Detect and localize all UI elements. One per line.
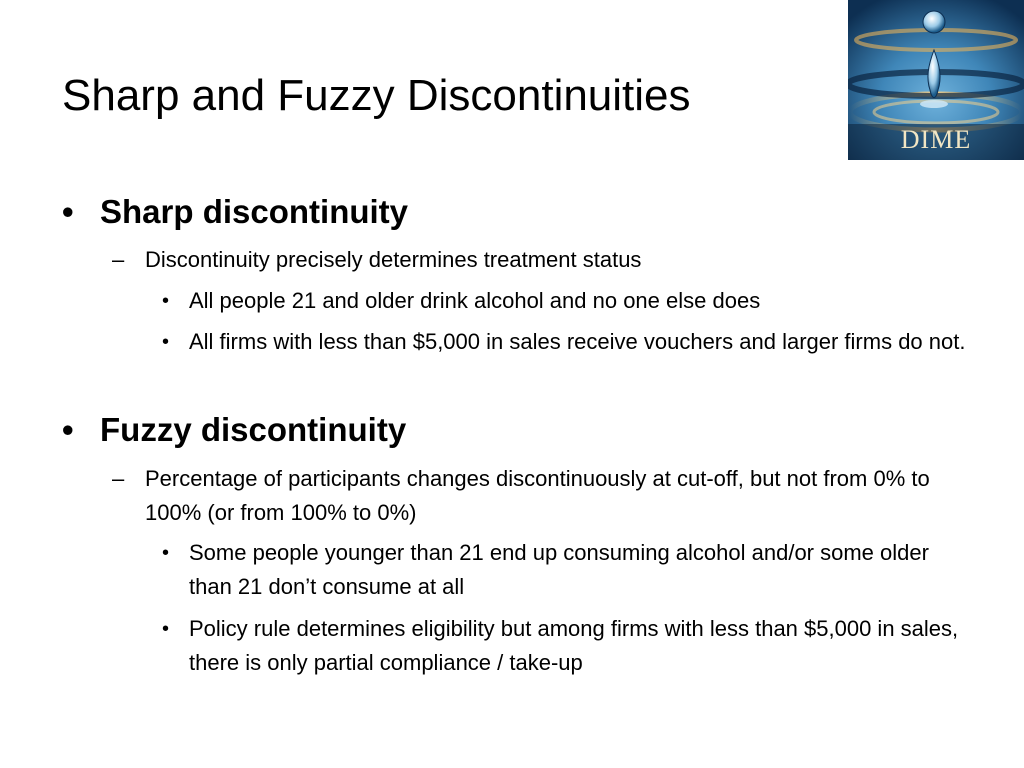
slide-title: Sharp and Fuzzy Discontinuities xyxy=(62,71,691,120)
sub-point-fuzzy: Percentage of participants changes discontinuously at cut-off, but not from 0% to 100% (or from 100% to 0%) xyxy=(145,466,930,525)
dash-icon: – xyxy=(112,466,125,491)
logo-text: DIME xyxy=(900,125,972,154)
bullet-icon: • xyxy=(162,290,170,312)
section-heading-sharp: Sharp discontinuity xyxy=(100,193,409,230)
detail-point-fuzzy-1: Some people younger than 21 end up consuming alcohol and/or some older than 21 don’t consume at all xyxy=(189,540,929,599)
sub-point-sharp: Discontinuity precisely determines treatment status xyxy=(145,247,642,272)
detail-point-sharp-1: All people 21 and older drink alcohol and no one else does xyxy=(189,288,761,313)
dash-icon: – xyxy=(112,247,125,272)
bullet-icon: • xyxy=(162,331,170,353)
section-heading-fuzzy: Fuzzy discontinuity xyxy=(100,411,407,448)
bullet-icon: • xyxy=(162,618,170,640)
bullet-icon: • xyxy=(62,193,74,230)
bullet-icon: • xyxy=(162,542,170,564)
detail-point-fuzzy-2: Policy rule determines eligibility but among firms with less than $5,000 in sales, there is only partial compliance / take-up xyxy=(189,616,959,675)
bullet-icon: • xyxy=(62,411,74,448)
detail-point-sharp-2: All firms with less than $5,000 in sales receive vouchers and larger firms do not. xyxy=(189,329,966,354)
